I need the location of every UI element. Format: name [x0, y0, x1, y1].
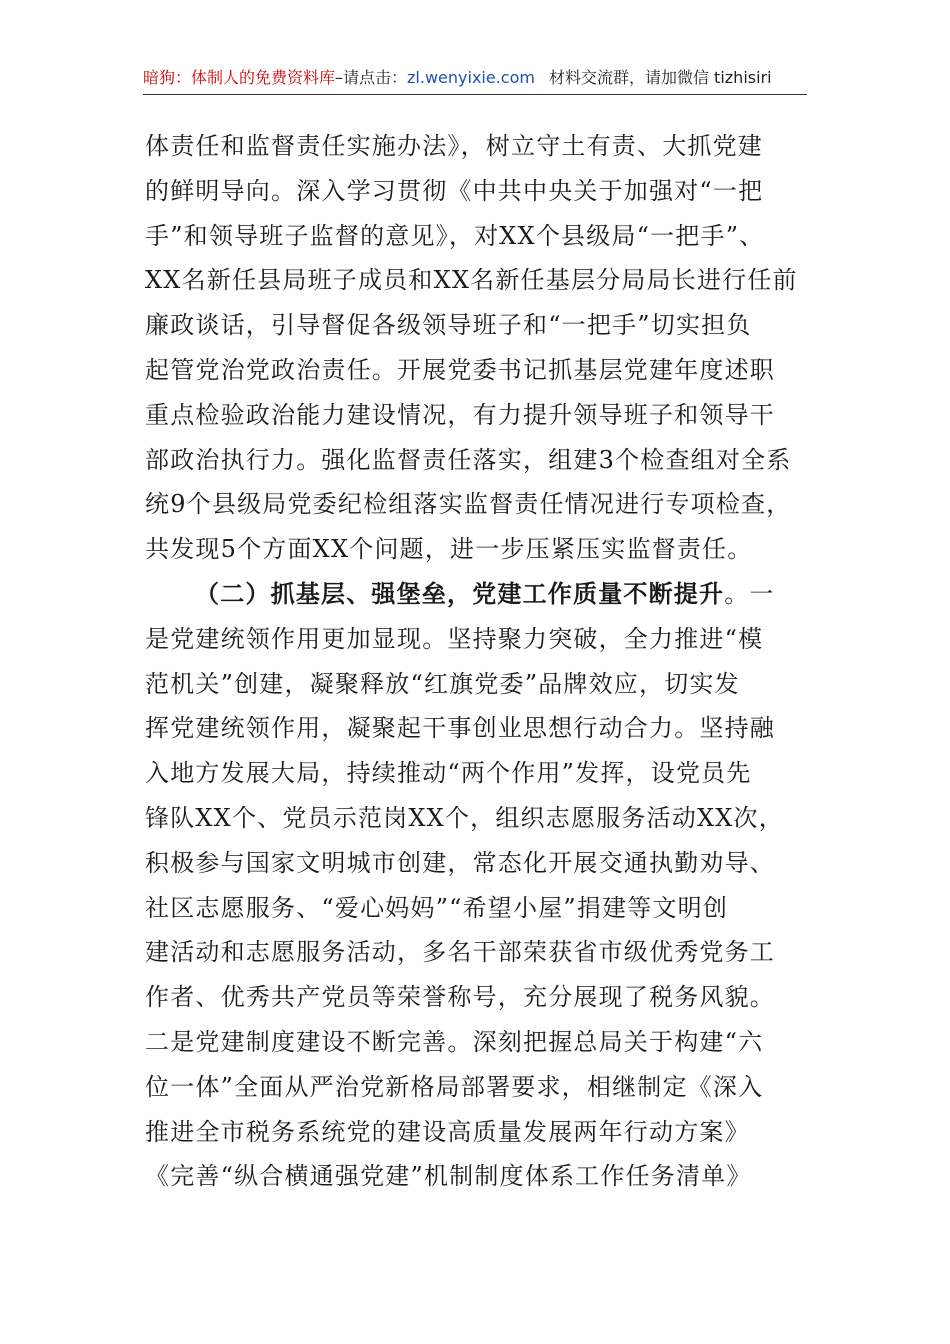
document-body — [145, 124, 805, 1199]
text-line: 建活动和志愿服务活动，多名干部荣获省市级优秀党务工 — [145, 938, 775, 967]
header-url-link[interactable]: zl.wenyixie.com — [407, 68, 535, 87]
text-line: 廉政谈话，引导督促各级领导班子和“一把手”切实担负 — [145, 311, 752, 340]
text-line: 统9个县级局党委纪检组落实监督责任情况进行专项检查， — [145, 490, 792, 519]
header-click-prefix: –请点击： — [335, 68, 408, 87]
text-line: 作者、优秀共产党员等荣誉称号，充分展现了税务风貌。 — [145, 983, 775, 1012]
section-heading: （二）抓基层、强堡垒，党建工作质量不断提升 — [195, 578, 725, 608]
text-line: 共发现5个方面XX个问题，进一步压紧压实监督责任。 — [145, 535, 753, 564]
text-line: 《完善“纵合横通强党建”机制制度体系工作任务清单》 — [145, 1162, 752, 1191]
text-line: 积极参与国家文明城市创建，常态化开展交通执勤劝导、 — [145, 848, 775, 877]
text-line: 起管党治党政治责任。开展党委书记抓基层党建年度述职 — [145, 355, 775, 384]
text-line: 部政治执行力。强化监督责任落实，组建3个检查组对全系 — [145, 445, 792, 474]
text-line: 入地方发展大局，持续推动“两个作用”发挥，设党员先 — [145, 759, 752, 788]
text-line: 手”和领导班子监督的意见》，对XX个县级局“一把手”、 — [145, 221, 765, 250]
header-divider — [143, 94, 807, 95]
text-line: 位一体”全面从严治党新格局部署要求，相继制定《深入 — [145, 1072, 764, 1101]
text-line: 推进全市税务系统党的建设高质量发展两年行动方案》 — [145, 1117, 750, 1146]
text-line: 体责任和监督责任实施办法》，树立守土有责、大抓党建 — [145, 132, 763, 160]
section-heading-line — [145, 572, 805, 617]
text-line: 社区志愿服务、“爱心妈妈”“希望小屋”捐建等文明创 — [145, 893, 729, 922]
section-heading-tail: 。一 — [724, 579, 775, 608]
text-line: 的鲜明导向。深入学习贯彻《中共中央关于加强对“一把 — [145, 176, 764, 205]
text-line: 锋队XX个、党员示范岗XX个，组织志愿服务活动XX次， — [145, 803, 784, 832]
header-wechat-note: 材料交流群，请加微信 tizhisiri — [548, 68, 772, 87]
page-header — [143, 64, 807, 92]
text-line: XX名新任县局班子成员和XX名新任基层分局局长进行任前 — [145, 266, 798, 295]
text-line: 重点检验政治能力建设情况，有力提升领导班子和领导干 — [145, 400, 775, 429]
text-line: 二是党建制度建设不断完善。深刻把握总局关于构建“六 — [145, 1027, 764, 1056]
text-line: 范机关”创建，凝聚释放“红旗党委”品牌效应，切实发 — [145, 669, 740, 698]
header-brand: 暗狗：体制人的免费资料库 — [143, 68, 336, 87]
text-line: 是党建统领作用更加显现。坚持聚力突破，全力推进“模 — [145, 624, 764, 653]
text-line: 挥党建统领作用，凝聚起干事创业思想行动合力。坚持融 — [145, 714, 775, 743]
